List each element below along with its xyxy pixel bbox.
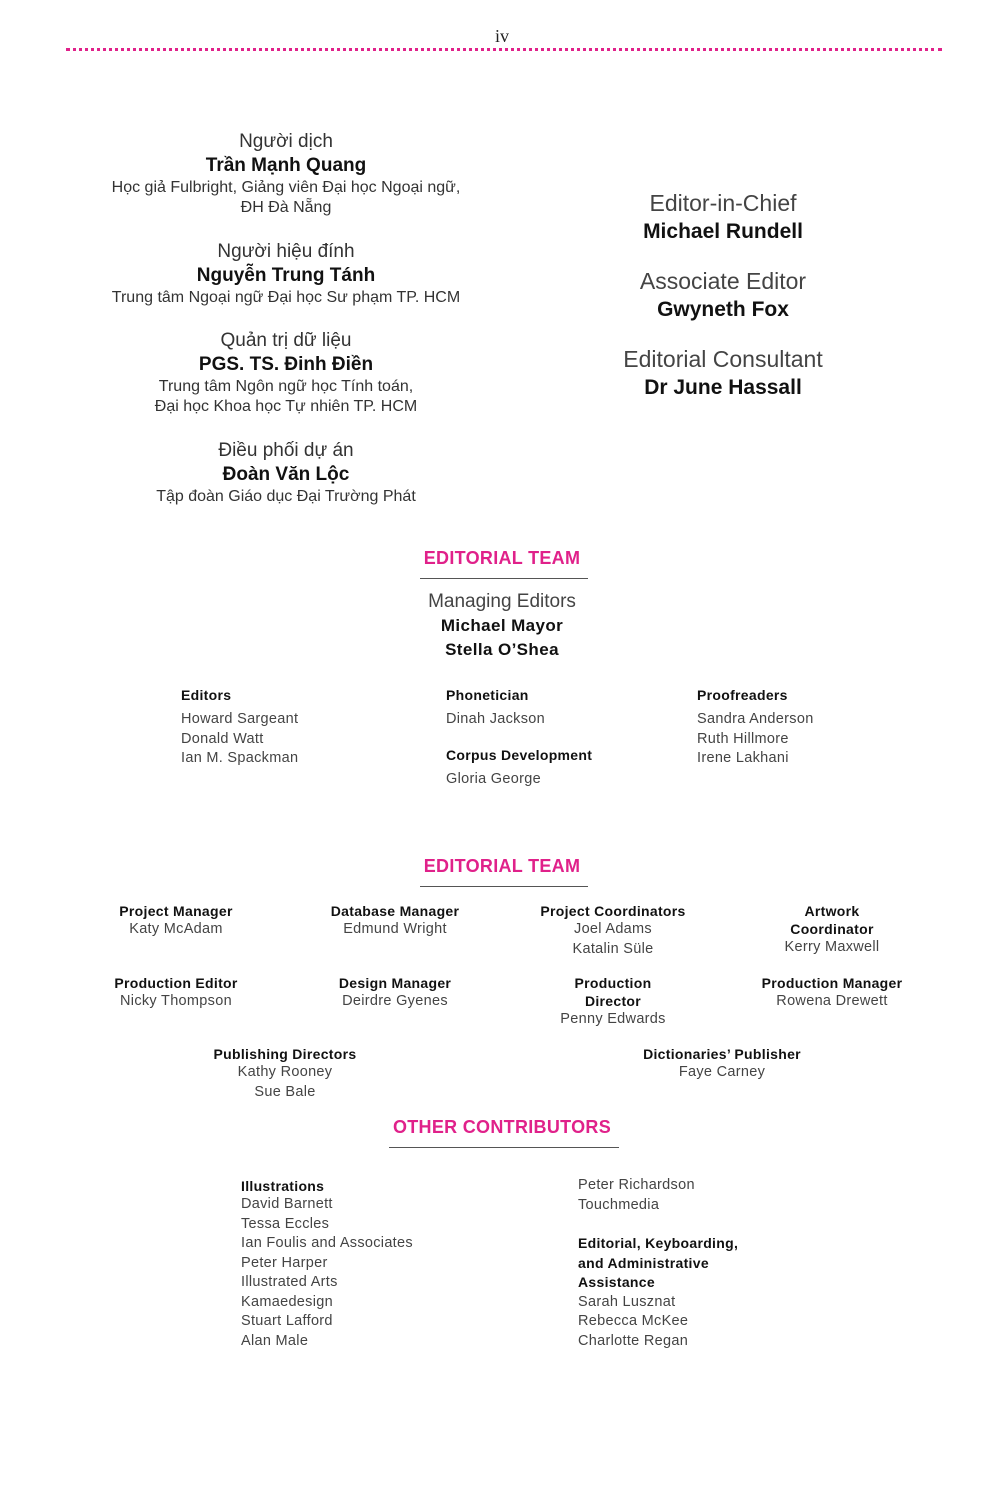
section-heading-other-contributors: OTHER CONTRIBUTORS [392,1117,612,1137]
dotted-header-rule [66,48,942,51]
role-title: Production Editor [114,975,238,991]
person-name: Stuart Lafford [241,1313,333,1329]
credit-data-admin [86,329,486,417]
credit-affiliation: Đại học Khoa học Tự nhiên TP. HCM [154,398,418,415]
person-name: Peter Harper [241,1254,328,1271]
person-name: Deirdre Gyenes [342,993,448,1009]
database-manager [305,902,485,940]
person-name: Donald Watt [181,730,264,747]
person-name: Sarah Lusznat [578,1293,676,1310]
credit-editor-in-chief [583,188,863,246]
phonetician-column [446,686,592,789]
person-name: Kamaedesign [241,1293,333,1310]
artwork-coordinator [742,902,922,958]
credit-role: Người dịch [239,131,333,152]
credit-name: Đoàn Văn Lộc [222,464,350,485]
person-name: Faye Carney [678,1064,766,1080]
person-name: Charlotte Regan [578,1332,689,1349]
person-name: Gloria George [446,770,541,787]
person-name: Sue Bale [254,1083,316,1100]
column-heading: and Administrative [578,1254,709,1271]
role-title: Production Manager [761,975,903,991]
column-heading: Assistance [578,1274,655,1290]
proofreaders-column [697,686,814,769]
page-number: iv [494,26,509,46]
person-name: Kerry Maxwell [784,939,880,955]
column-heading: Corpus Development [446,746,593,763]
role-title: Coordinator [790,921,874,937]
credit-editorial-consultant [583,344,863,402]
person-name: Nicky Thompson [120,993,232,1009]
person-name: Ian M. Spackman [181,750,299,766]
credit-translator [86,130,486,218]
person-name: Illustrated Arts [241,1274,338,1290]
credit-role: Editor-in-Chief [649,190,797,216]
role-title: Publishing Directors [213,1046,357,1062]
credit-name: Stella O’Shea [445,640,559,659]
person-name: Alan Male [241,1332,309,1349]
credit-affiliation: ĐH Đà Nẵng [240,199,332,216]
section-heading-editorial-team-2: EDITORIAL TEAM [423,856,581,876]
credit-name: Nguyễn Trung Tánh [196,265,376,286]
column-heading: Illustrations [241,1178,325,1194]
person-name: Katalin Süle [572,940,654,957]
editors-column [181,686,298,769]
credit-role: Editorial Consultant [623,346,823,372]
production-editor [86,974,266,1012]
credit-affiliation: Tập đoàn Giáo dục Đại Trường Phát [156,488,416,505]
role-title: Design Manager [338,975,452,991]
production-manager [732,974,932,1012]
person-name: Peter Richardson [578,1177,695,1193]
person-name: Ruth Hillmore [697,730,789,747]
section-underline [389,1147,619,1148]
credit-affiliation: Trung tâm Ngoại ngữ Đại học Sư phạm TP. HCM [111,289,461,306]
column-heading: Phonetician [446,687,529,703]
credit-name: Michael Rundell [643,220,803,243]
role-title: Database Manager [330,903,460,919]
managing-editors [0,590,1004,662]
credit-name: Michael Mayor [440,616,564,635]
credit-affiliation: Học giả Fulbright, Giảng viên Đại học Ngoại ngữ, [111,179,461,196]
credit-role: Associate Editor [639,268,807,294]
person-name: Edmund Wright [343,921,447,937]
credit-name: Gwyneth Fox [657,298,789,321]
person-name: Rebecca McKee [578,1313,689,1329]
credit-role: Managing Editors [428,591,576,612]
project-manager [86,902,266,940]
person-name: Kathy Rooney [237,1064,333,1080]
credit-reviewer [86,240,486,308]
publishing-directors [185,1045,385,1102]
person-name: Katy McAdam [129,921,223,937]
person-name: Sandra Anderson [697,711,814,727]
illustrations-column [241,1177,413,1351]
person-name: Ian Foulis and Associates [241,1235,413,1251]
section-underline [420,578,588,579]
person-name: Tessa Eccles [241,1215,330,1232]
production-director [513,974,713,1030]
role-title: Dictionaries’ Publisher [643,1046,801,1062]
credit-associate-editor [583,266,863,324]
person-name: Joel Adams [574,921,652,937]
design-manager [305,974,485,1012]
person-name: Irene Lakhani [697,750,789,766]
dictionaries-publisher [612,1045,832,1083]
credit-affiliation: Trung tâm Ngôn ngữ học Tính toán, [158,378,414,395]
column-heading: Proofreaders [697,687,788,703]
credit-role: Quản trị dữ liệu [220,330,352,351]
person-name: Penny Edwards [560,1011,666,1027]
credit-role: Người hiệu đính [217,241,355,262]
credit-name: Trần Mạnh Quang [205,155,367,176]
credit-name: PGS. TS. Đinh Điền [198,354,374,375]
credit-coordinator [86,439,486,507]
section-heading-editorial-team: EDITORIAL TEAM [423,548,581,568]
column-heading: Editorial, Keyboarding, [578,1235,739,1251]
role-title: Artwork [804,903,860,919]
role-title: Director [584,993,642,1009]
credit-role: Điều phối dự án [218,440,354,461]
person-name: Rowena Drewett [776,993,888,1009]
credit-name: Dr June Hassall [644,376,802,399]
section-underline [420,886,588,887]
role-title: Project Coordinators [540,903,686,919]
project-coordinators [513,902,713,959]
person-name: David Barnett [241,1196,333,1212]
person-name: Touchmedia [578,1196,660,1213]
person-name: Howard Sargeant [181,711,299,727]
person-name: Dinah Jackson [446,711,546,727]
role-title: Project Manager [119,903,233,919]
contributors-right-column [578,1176,738,1351]
column-heading: Editors [181,687,232,703]
role-title: Production [574,975,652,991]
